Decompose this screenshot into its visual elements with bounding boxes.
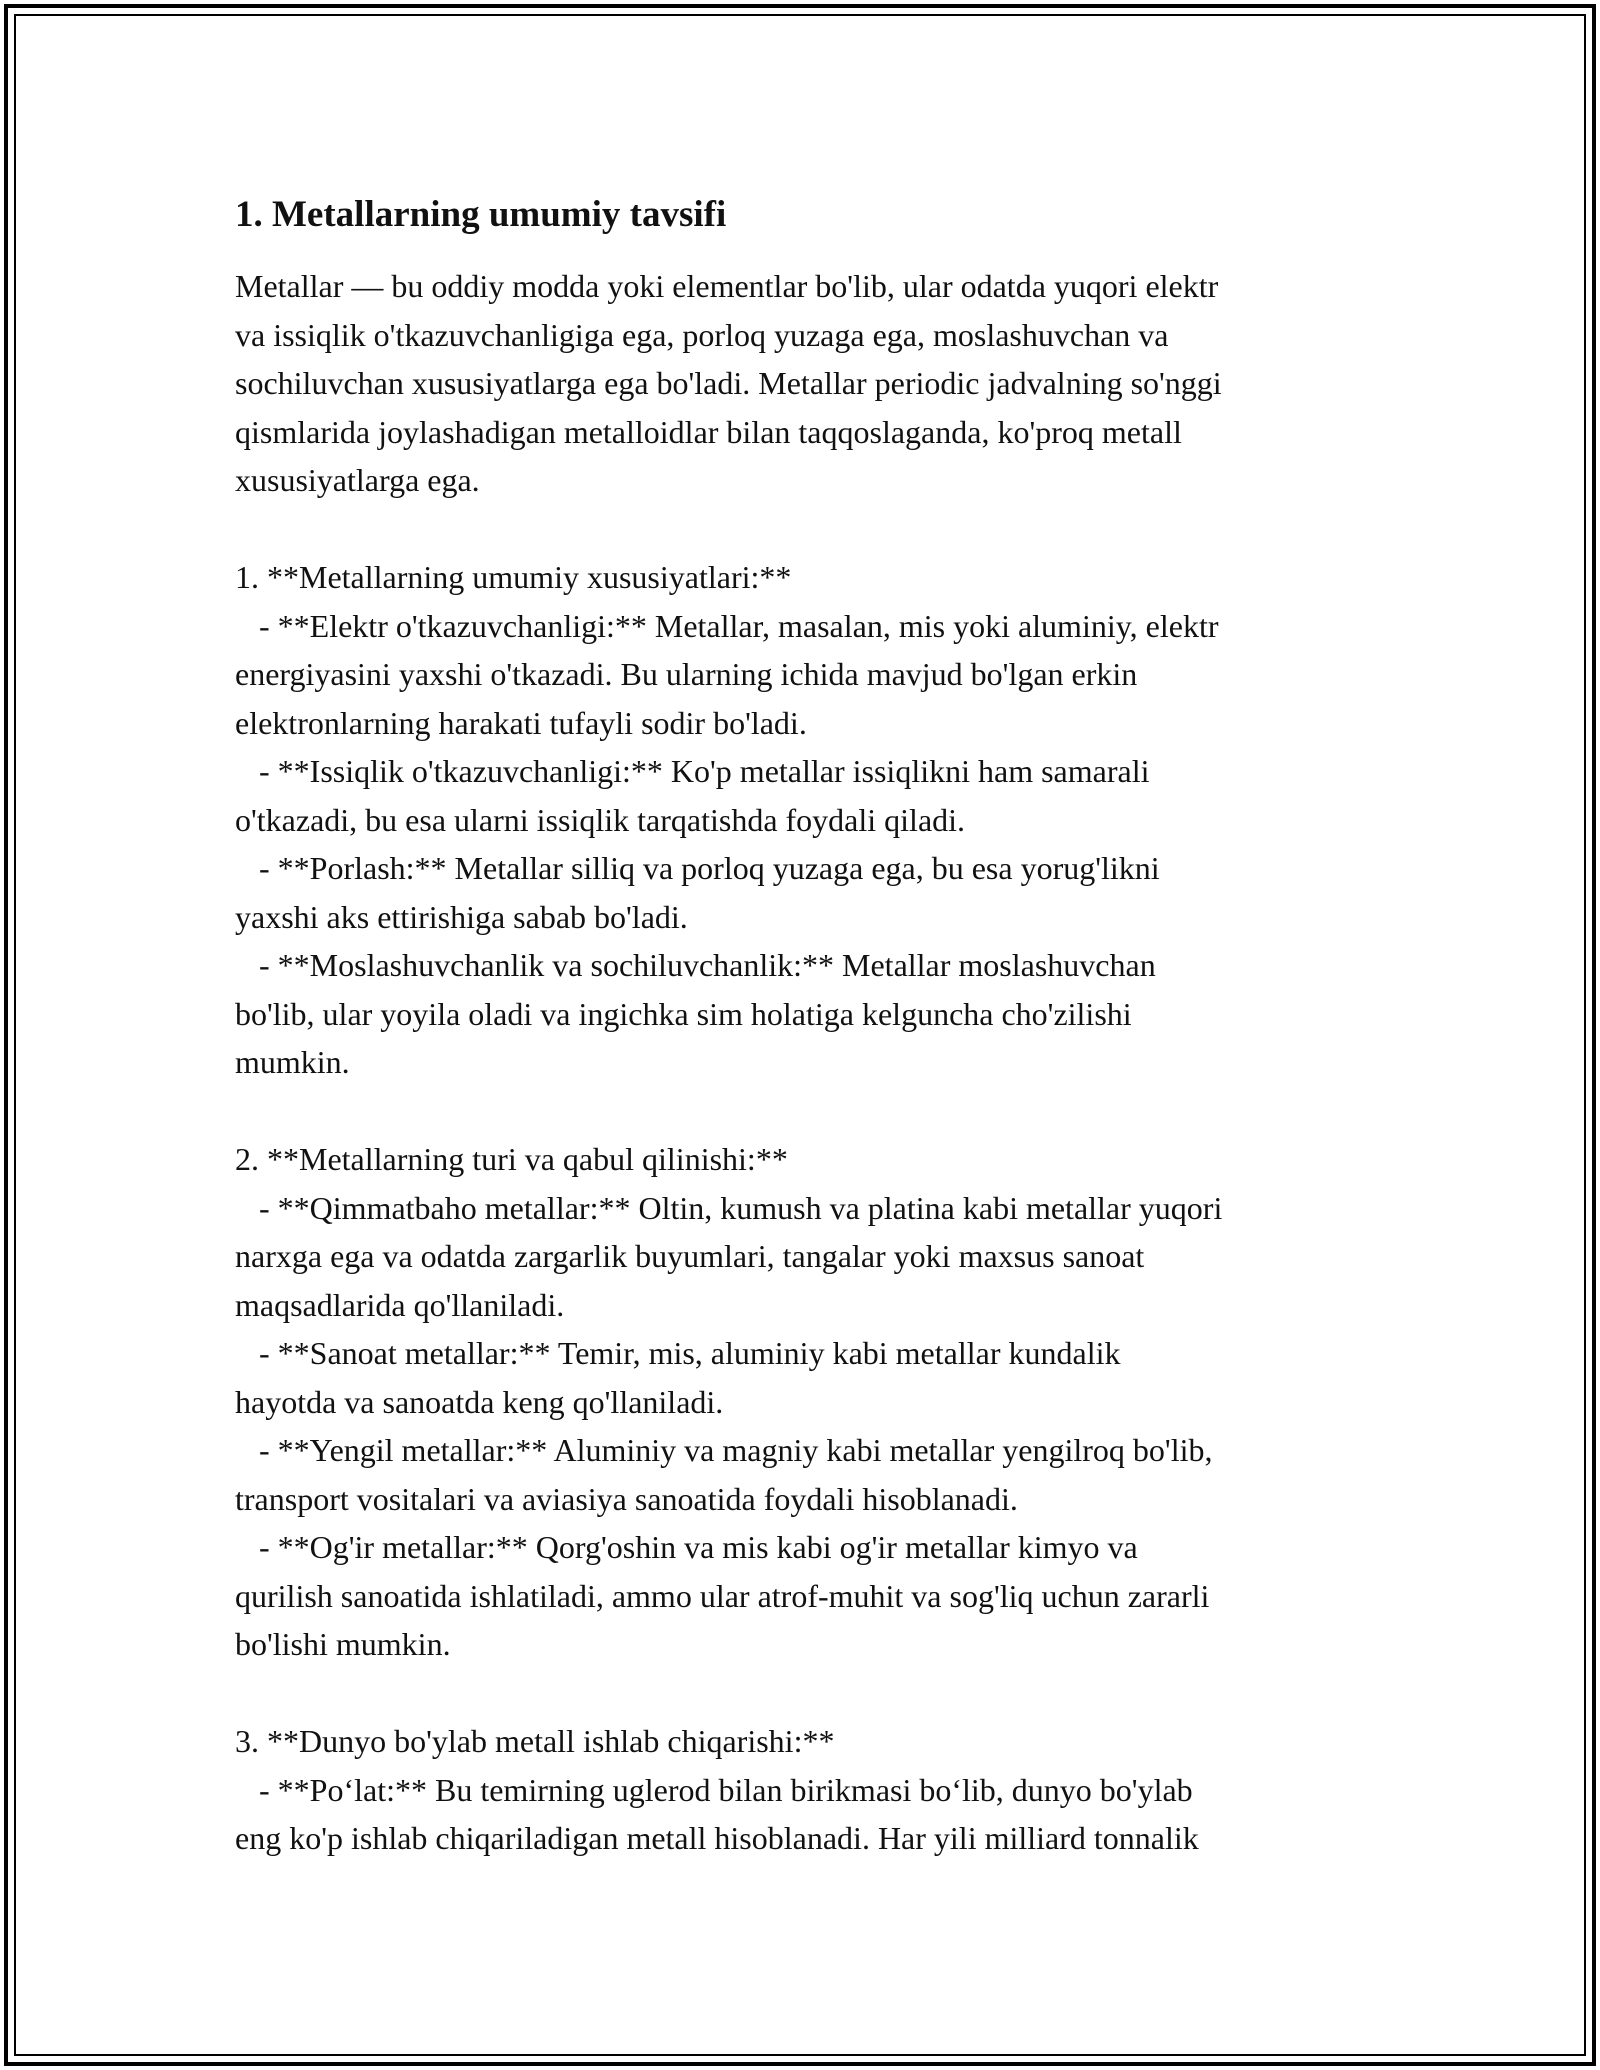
document-content xyxy=(235,190,1375,1863)
document-body: Metallar — bu oddiy modda yoki elementlar bo'lib, ular odatda yuqori elektr va issiqlik o'tkazuvchanligiga ega, porloq yuzaga ega, moslashuvchan va sochiluvchan xususiyatlarga ega bo'ladi. Metallar periodic jadvalning so'nggi qismlarida joylashadigan metalloidlar bilan taqqoslaganda, ko'proq metall xususiyatlarga ega. 1. **Metallarning umumiy xususiyatlari:** - **Elektr o'tkazuvchanligi:** Metallar, masalan, mis yoki aluminiy, elektr energiyasini yaxshi o'tkazadi. Bu ularning ichida mavjud bo'lgan erkin elektronlarning harakati tufayli sodir bo'ladi. - **Issiqlik o'tkazuvchanligi:** Ko'p metallar issiqlikni ham samarali o'tkazadi, bu esa ularni issiqlik tarqatishda foydali qiladi. - **Porlash:** Metallar silliq va porloq yuzaga ega, bu esa yorug'likni yaxshi aks ettirishiga sabab bo'ladi. - **Moslashuvchanlik va sochiluvchanlik:** Metallar moslashuvchan bo'lib, ular yoyila oladi va ingichka sim holatiga kelguncha cho'zilishi mumkin. 2. **Metallarning turi va qabul qilinishi:** - **Qimmatbaho metallar:** Oltin, kumush va platina kabi metallar yuqori narxga ega va odatda zargarlik buyumlari, tangalar yoki maxsus sanoat maqsadlarida qo'llaniladi. - **Sanoat metallar:** Temir, mis, aluminiy kabi metallar kundalik hayotda va sanoatda keng qo'llaniladi. - **Yengil metallar:** Aluminiy va magniy kabi metallar yengilroq bo'lib, transport vositalari va aviasiya sanoatida foydali hisoblanadi. - **Og'ir metallar:** Qorg'oshin va mis kabi og'ir metallar kimyo va qurilish sanoatida ishlatiladi, ammo ular atrof-muhit va sog'liq uchun zararli bo'lishi mumkin. 3. **Dunyo bo'ylab metall ishlab chiqarishi:** - **Po‘lat:** Bu temirning uglerod bilan birikmasi bo‘lib, dunyo bo'ylab eng ko'p ishlab chiqariladigan metall hisoblanadi. Har yili milliard tonnalik xyxy=(235,268,1223,1856)
document-title: 1. Metallarning umumiy tavsifi xyxy=(235,194,727,235)
